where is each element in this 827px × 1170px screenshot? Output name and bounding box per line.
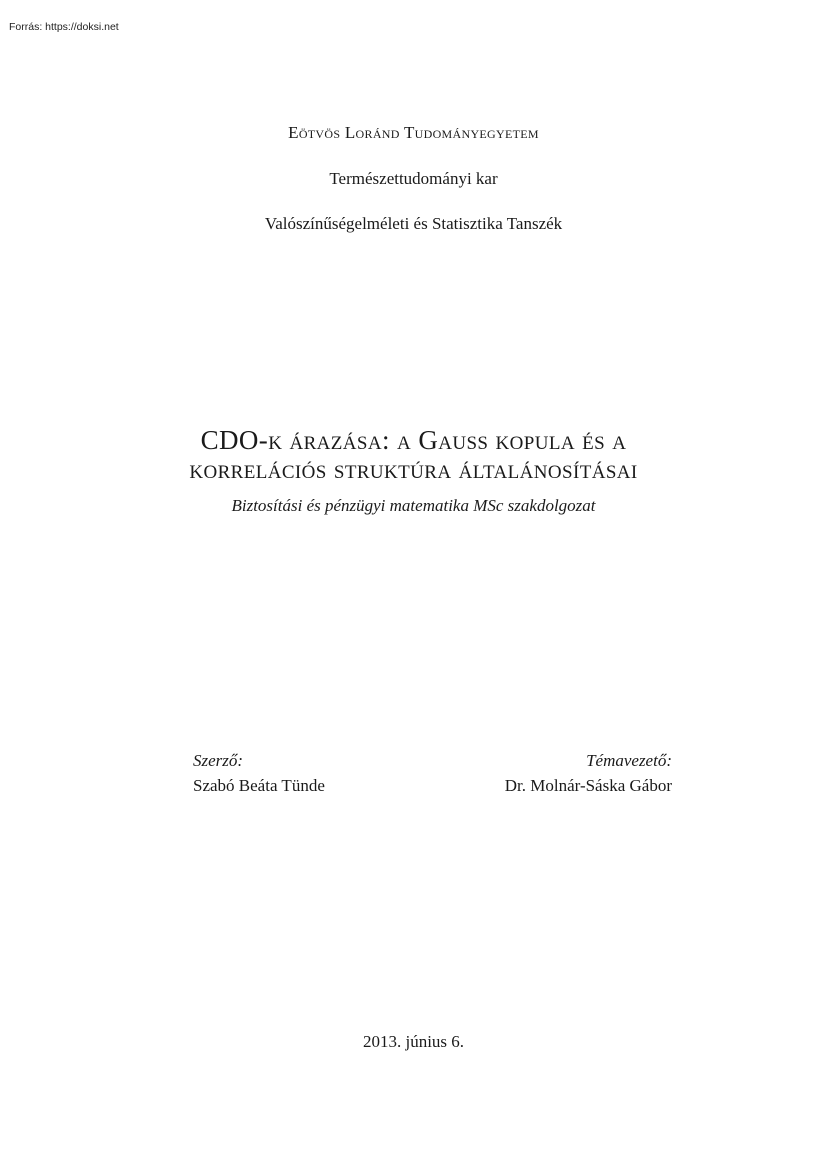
faculty-name: Természettudományi kar	[329, 169, 498, 188]
thesis-title-line-1: CDO-k árazása: a Gauss kopula és a	[200, 425, 627, 455]
supervisor-name: Dr. Molnár-Sáska Gábor	[504, 776, 672, 795]
department-name: Valószínűségelméleti és Statisztika Tanszék	[264, 214, 563, 233]
author-name: Szabó Beáta Tünde	[193, 776, 325, 795]
submission-date: 2013. június 6.	[362, 1032, 465, 1051]
thesis-title-line-2: korrelációs struktúra általánosításai	[189, 454, 638, 484]
university-name: Eötvös Loránd Tudományegyetem	[288, 123, 539, 142]
author-label: Szerző:	[193, 751, 244, 770]
supervisor-label: Témavezető:	[586, 751, 672, 770]
thesis-subtitle: Biztosítási és pénzügyi matematika MSc szakdolgozat	[231, 496, 596, 515]
source-note: Forrás: https://doksi.net	[9, 21, 119, 33]
